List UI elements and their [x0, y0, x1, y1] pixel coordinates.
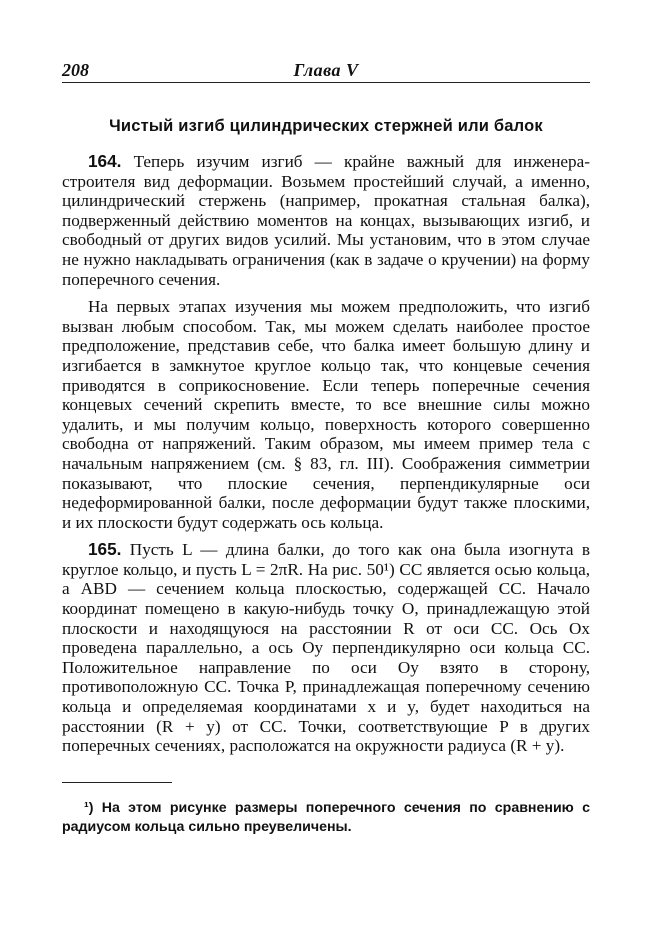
paragraph-number: 164. — [88, 151, 122, 171]
paragraph-164 — [62, 152, 590, 289]
paragraph-number: 165. — [88, 539, 122, 560]
page-number: 208 — [62, 60, 89, 80]
page-header — [62, 58, 590, 83]
paragraph-text: Пусть L — длина балки, до того как она была изогнута в круглое кольцо, и пусть L = 2πR. На рис. 50¹) CC является осью кольца, а ABD — сечением кольца плоскостью, содержащей CC. Начало координат помещено в какую-нибудь точку O, принадлежащую этой плоскости и находящуюся на расстоянии R от оси CC. Ось Ox проведена параллельно, а ось Oy перпендикулярно оси кольца CC. Положительное направление по оси Oy взято в сторону, противоположную CC. Точка P, принадлежащая поперечному сечению кольца и определяемая координатами x и y, будет находиться на расстоянии (R + y) от CC. Точки, соответствующие P в других поперечных сечениях, расположатся на окружности радиуса (R + y). — [62, 540, 590, 756]
footnote-divider — [62, 782, 172, 783]
paragraph-165 — [62, 540, 590, 756]
footnote: ¹) На этом рисунке размеры поперечного сечения по сравнению с радиусом кольца сильно преувеличены. — [62, 799, 590, 835]
paragraph-164-continued — [62, 297, 590, 532]
book-page — [62, 58, 590, 837]
running-head: Глава V — [293, 60, 359, 80]
section-title: Чистый изгиб цилиндрических стержней или балок — [109, 117, 543, 135]
paragraph-text: На первых этапах изучения мы можем предположить, что изгиб вызван любым способом. Так, мы можем сделать наиболее простое предположение, представив себе, что балка имеет большую длину и изгибается в замкнутое круглое кольцо так, что концевые сечения приводятся в соприкосновение. Если теперь поперечные сечения концевых сечений скрепить вместе, то все внешние силы можно удалить, и мы получим кольцо, поверхность которого совершенно свободна от напряжений. Таким образом, мы имеем пример тела с начальным напряжением (см. § 83, гл. III). Соображения симметрии показывают, что плоские сечения, перпендикулярные оси недеформированной балки, после деформации будут также плоскими, и их плоскости будут содержать ось кольца. — [62, 297, 590, 532]
paragraph-text: Теперь изучим изгиб — крайне важный для инженера-строителя вид деформации. Возьмем простейший случай, а именно, цилиндрический стержень (например, прокатная стальная балка), подверженный действию моментов на концах, вызывающих изгиб, и свободный от других видов усилий. Мы установим, что в этом случае не нужно накладывать ограничения (как в задаче о кручении) на форму поперечного сечения. — [62, 152, 590, 289]
